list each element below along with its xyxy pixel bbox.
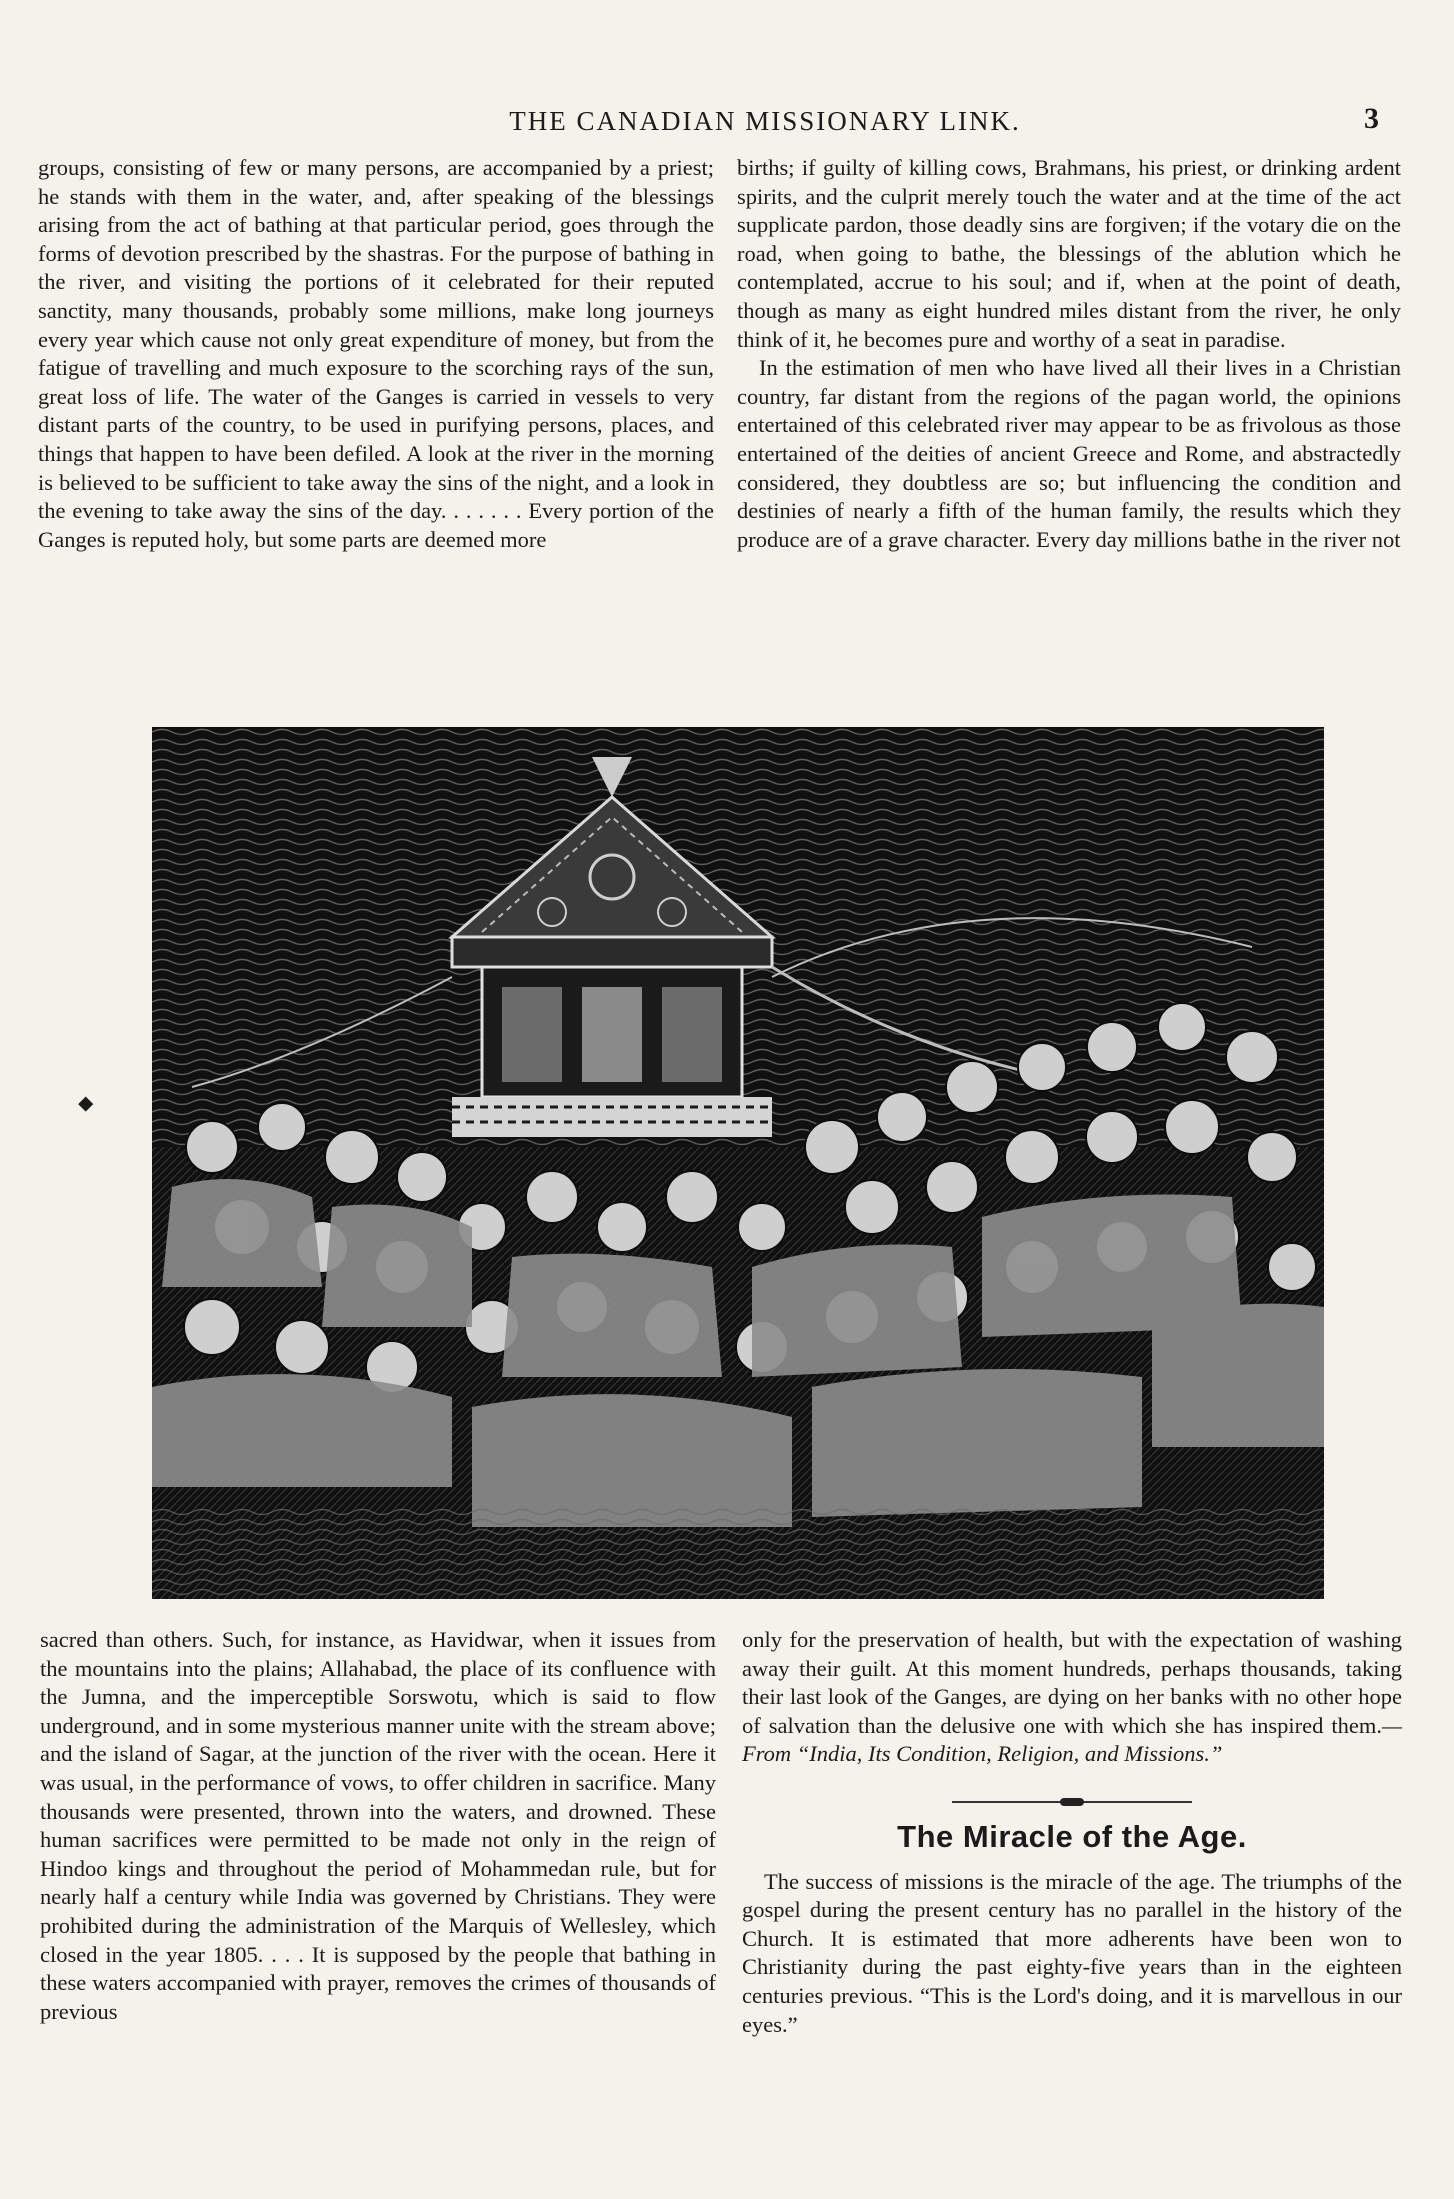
margin-mark: ⬥ bbox=[78, 1090, 94, 1115]
paragraph: sacred than others. Such, for instance, as Havidwar, when it issues from the mountains into the plains; Allahabad, the place of its confluence with the Jumna, and the imperceptible Sorswotu, which is said to flow underground, and in some mysterious manner unite with the stream above; and the island of Sagar, at the junction of the river with the ocean. Here it was usual, in the performance of vows, to offer children in sacrifice. Many thousands were presented, thrown into the waters, and drowned. These human sacrifices were permitted to be made not only in the reign of Hindoo kings and throughout the period of Mohammedan rule, but for nearly half a century while India was governed by Christians. They were prohibited during the administration of the Marquis of Wellesley, which closed in the year 1805. . . . It is supposed by the people that bathing in these waters accompanied with prayer, removes the crimes of thousands of previous bbox=[40, 1627, 716, 2024]
engraving-svg bbox=[152, 727, 1324, 1599]
paragraph bbox=[742, 1626, 1402, 1769]
column-top-left bbox=[38, 154, 714, 554]
column-bottom-right bbox=[742, 1626, 1402, 2039]
running-title: THE CANADIAN MISSIONARY LINK. bbox=[509, 106, 1021, 136]
paragraph: The success of missions is the miracle of the age. The triumphs of the gospel during the present century has no parallel in the history of the Church. It is estimated that more adherents have been won to Christianity during the past eighty-five years than in the eighteen centuries previous. “This is the Lord's doing, and it is marvellous in our eyes.” bbox=[742, 1868, 1402, 2037]
paragraph-text: only for the preservation of health, but with the expectation of washing away their guilt. At this moment hundreds, perhaps thousands, taking their last look of the Ganges, are dying on her banks with no other hope of salvation than the delusive one with which she has inspired them. bbox=[742, 1627, 1402, 1738]
paragraph: In the estimation of men who have lived all their lives in a Christian country, far distant from the regions of the pagan world, the opinions entertained of this celebrated river may appear to be as frivolous as those entertained of the deities of ancient Greece and Rome, and abstractedly considered, they doubtless are so; but influencing the condition and destinies of nearly a fifth of the human family, the results which they produce are of a grave character. Every day millions bathe in the river not bbox=[737, 355, 1401, 552]
engraving-illustration bbox=[152, 727, 1324, 1599]
paragraph: births; if guilty of killing cows, Brahmans, his priest, or drinking ardent spirits, and the culprit merely touch the water and at the time of the act supplicate pardon, those deadly sins are forgiven; if the votary die on the road, when going to bathe, the blessings of the ablution which he contemplated, accrue to his soul; and if, when at the point of death, though as many as eight hundred miles distant from the river, he only think of it, he becomes pure and worthy of a seat in paradise. bbox=[737, 155, 1401, 352]
section-divider bbox=[952, 1801, 1192, 1803]
page-number: 3 bbox=[1364, 102, 1379, 135]
source-citation: —From “India, Its Condition, Religion, and Missions.” bbox=[742, 1712, 1402, 1767]
paragraph: groups, consisting of few or many persons, are accompanied by a priest; he stands with them in the water, and, after speaking of the blessings arising from the act of bathing at that particular period, goes through the forms of devotion prescribed by the shastras. For the purpose of bathing in the river, and visiting the portions of it celebrated for their reputed sanctity, many thousands, probably some millions, make long journeys every year which cause not only great expenditure of money, but from the fatigue of travelling and much exposure to the scorching rays of the sun, great loss of life. The water of the Ganges is carried in vessels to very distant parts of the country, to be used in purifying persons, places, and things that happen to have been defiled. A look at the river in the morning is believed to be sufficient to take away the sins of the night, and a look in the evening to take away the sins of the day. . . . . . . Every portion of the Ganges is reputed holy, but some parts are deemed more bbox=[38, 155, 714, 552]
section-title: The Miracle of the Age. bbox=[897, 1818, 1247, 1854]
column-top-right bbox=[737, 154, 1401, 554]
palanquin-body bbox=[452, 967, 772, 1137]
column-bottom-left bbox=[40, 1626, 716, 2026]
